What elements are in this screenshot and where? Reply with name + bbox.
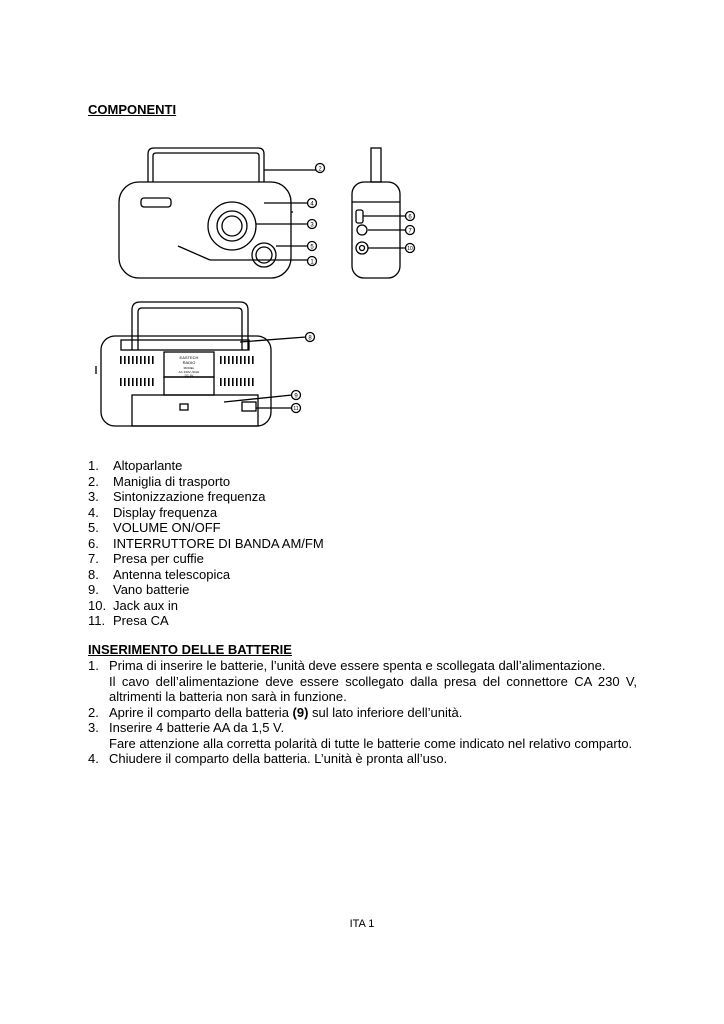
list-text: VOLUME ON/OFF <box>113 520 221 535</box>
callout-number: 10 <box>407 246 413 253</box>
step-number: 4. <box>88 751 99 766</box>
callout-number: 2 <box>318 166 322 173</box>
label-line-3: MODEL <box>183 366 195 370</box>
list-text: INTERRUTTORE DI BANDA AM/FM <box>113 535 324 551</box>
callout-number: 5 <box>310 244 314 251</box>
step-text-part: Aprire il comparto della batteria <box>109 704 293 720</box>
step-text: Prima di inserire le batterie, l’unità deve essere spenta e scollegata dall’alimentazione. <box>109 658 606 673</box>
step-text: Il cavo dell’alimentazione deve essere scollegato dalla presa del connettore CA 230 V, altrimenti la batteria non sarà in funzione. <box>109 673 637 704</box>
list-item <box>88 474 324 490</box>
list-item <box>88 520 324 536</box>
callout-number: 11 <box>293 406 299 413</box>
list-item <box>88 613 324 629</box>
list-text: Jack aux in <box>113 597 179 613</box>
step-number: 1. <box>88 658 99 673</box>
list-number: 3. <box>88 489 99 504</box>
label-line-5: DC 6V <box>184 373 194 378</box>
step-text: Fare attenzione alla corretta polarità di tutte le batterie come indicato nel relativo comparto. <box>109 735 633 751</box>
step-number: 2. <box>88 704 99 720</box>
list-number: 2. <box>88 473 99 489</box>
list-text: Sintonizzazione frequenza <box>113 489 266 504</box>
list-text: Maniglia di trasporto <box>113 473 231 489</box>
step-item <box>88 705 637 721</box>
list-item <box>88 458 324 474</box>
list-text: Antenna telescopica <box>113 566 231 582</box>
list-number: 5. <box>88 520 99 535</box>
step-item <box>88 751 637 767</box>
battery-steps-list <box>88 658 637 767</box>
page-number: ITA 1 <box>349 918 375 930</box>
step-text-bold: (9) <box>292 704 309 720</box>
list-number: 9. <box>88 582 99 597</box>
callout-number: 1 <box>310 259 314 266</box>
callout-number: 9 <box>294 393 298 400</box>
callout-number: 4 <box>310 201 314 208</box>
list-item <box>88 567 324 583</box>
step-item <box>88 720 637 751</box>
components-list <box>88 458 324 629</box>
radio-diagram <box>90 140 430 430</box>
list-item <box>88 551 324 567</box>
step-text: Chiudere il comparto della batteria. L’unità è pronta all’uso. <box>109 751 448 766</box>
callout-number: 3 <box>310 222 314 229</box>
list-number: 4. <box>88 504 99 520</box>
list-text: Vano batterie <box>113 582 190 597</box>
section-title-batterie: INSERIMENTO DELLE BATTERIE <box>88 642 292 657</box>
callout-number: 8 <box>308 335 312 342</box>
list-text: Altoparlante <box>113 458 183 473</box>
list-number: 7. <box>88 551 99 566</box>
list-item <box>88 536 324 552</box>
list-number: 8. <box>88 566 99 582</box>
step-number: 3. <box>88 720 99 735</box>
list-number: 6. <box>88 535 99 551</box>
radio-side-view <box>352 148 400 278</box>
callout-number: 7 <box>408 228 412 235</box>
label-line-2: RADIO <box>182 360 196 365</box>
list-text: Presa per cuffie <box>113 551 204 566</box>
label-line-4: AC 230V~50Hz <box>178 370 200 374</box>
list-text: Presa CA <box>113 613 169 628</box>
list-item <box>88 505 324 521</box>
step-text: Inserire 4 batterie AA da 1,5 V. <box>109 720 285 735</box>
list-number: 10. <box>88 597 107 613</box>
list-item <box>88 598 324 614</box>
list-item <box>88 582 324 598</box>
label-line-1: EASTECH <box>179 355 199 360</box>
section-title-componenti: COMPONENTI <box>88 102 177 117</box>
callout-number: 6 <box>408 214 412 221</box>
list-number: 1. <box>88 458 99 473</box>
step-text-part: sul lato inferiore dell’unità. <box>308 704 463 720</box>
list-number: 11. <box>88 613 106 628</box>
list-text: Display frequenza <box>113 504 218 520</box>
step-text <box>109 705 637 721</box>
list-item <box>88 489 324 505</box>
step-item <box>88 658 637 705</box>
